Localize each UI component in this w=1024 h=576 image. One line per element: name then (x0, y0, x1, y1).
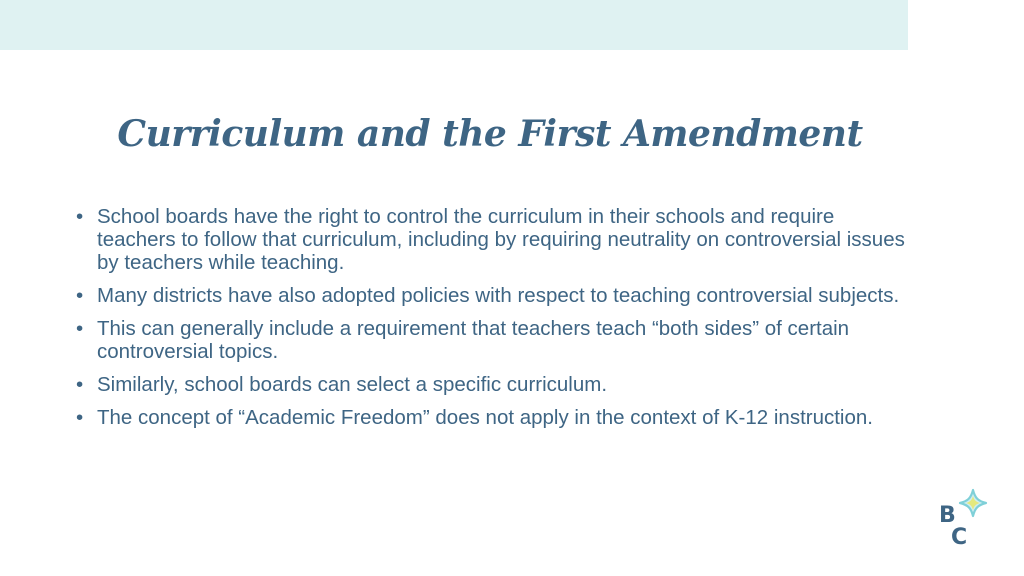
top-band (0, 0, 908, 50)
bullet-item (76, 284, 911, 307)
bullet-text: The concept of “Academic Freedom” does not apply in the context of K-12 instruction. (97, 406, 873, 429)
logo-letter-b: B (939, 503, 956, 528)
bullet-item (76, 406, 911, 429)
bullet-text: Many districts have also adopted policies with respect to teaching controversial subjects. (97, 284, 900, 307)
bullet-marker: • (76, 373, 84, 396)
logo-letter-c: C (951, 525, 968, 546)
bullet-text: School boards have the right to control the curriculum in their schools and require teachers to follow that curriculum, including by requiring neutrality on controversial issues by teachers while teaching. (97, 205, 905, 274)
bullet-marker: • (76, 406, 84, 429)
bullet-item (76, 205, 911, 274)
slide-title: Curriculum and the First Amendment (117, 113, 863, 155)
bullet-item (76, 317, 911, 363)
bullet-item (76, 373, 911, 396)
bullet-marker: • (76, 317, 84, 340)
bullet-text: Similarly, school boards can select a specific curriculum. (97, 373, 608, 396)
bullet-marker: • (76, 284, 84, 307)
brand-logo (936, 486, 990, 546)
bullet-text: This can generally include a requirement that teachers teach “both sides” of certain controversial topics. (97, 317, 850, 363)
bullet-list (76, 205, 911, 439)
sparkle-star-icon (960, 490, 986, 516)
bullet-marker: • (76, 205, 84, 228)
